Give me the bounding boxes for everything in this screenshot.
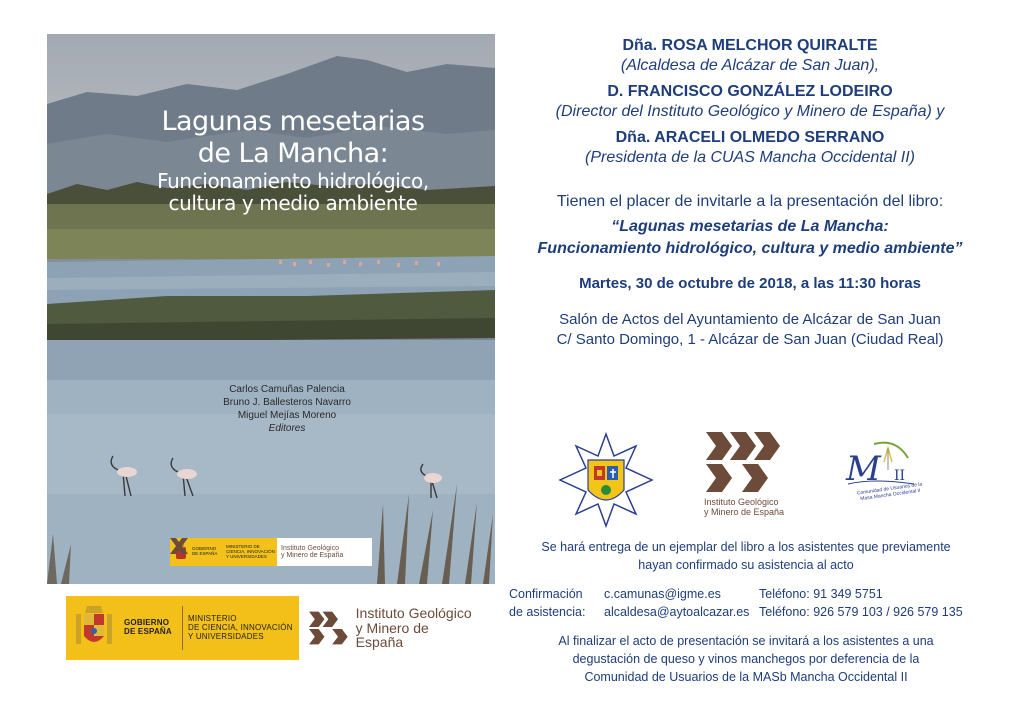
editors-label: Editores <box>268 423 306 434</box>
host-name: D. FRANCISCO GONZÁLEZ LODEIRO <box>607 83 893 100</box>
gobierno-ministerio-logo <box>66 596 299 660</box>
paren-close: ) y <box>926 103 945 120</box>
rsvp-emails <box>604 585 749 621</box>
cover-title-line2: de La Mancha: <box>197 138 389 169</box>
cover-subtitle-line2: cultura y medio ambiente <box>168 191 418 215</box>
ministerio-text <box>188 614 293 642</box>
closing-line3: Comunidad de Usuarios de la MASb Mancha Occidental II <box>584 670 908 684</box>
rsvp-phones <box>759 585 963 621</box>
event-date: Martes, 30 de octubre de 2018, a las 11:30 horas <box>579 275 921 292</box>
editor-name: Carlos Camuñas Palencia <box>229 384 345 395</box>
host-name: Dña. ROSA MELCHOR QUIRALTE <box>622 37 878 54</box>
cover-gobierno-text: GOBIERNO DE ESPAÑA <box>192 546 218 556</box>
cover-igme-line1: Instituto Geológico <box>281 544 339 552</box>
invitation-line: Tienen el placer de invitarle a la presentación del libro: <box>556 193 944 210</box>
rsvp-label-line1: Confirmación <box>509 587 583 601</box>
ministerio-line2: DE CIENCIA, INNOVACIÓN <box>188 623 293 633</box>
coat-of-arms-icon <box>74 604 114 652</box>
svg-text:II: II <box>894 468 906 484</box>
igme-logo-text <box>704 498 784 518</box>
igme-icon <box>170 538 188 554</box>
book-title-line2: Funcionamiento hidrológico, cultura y medio ambiente” <box>537 240 963 257</box>
logo-divider <box>182 606 183 650</box>
gobierno-line1: GOBIERNO <box>124 618 170 627</box>
igme-icon <box>309 611 348 645</box>
phone-number: Teléfono: 91 349 5751 <box>759 587 883 601</box>
cuas-monogram: M <box>846 449 881 489</box>
rsvp-label-line2: de asistencia: <box>509 605 586 619</box>
invitation-text <box>496 36 1004 350</box>
igme-line1: Instituto Geológico <box>355 604 472 621</box>
cover-igme-line2: y Minero de España <box>281 552 344 559</box>
ministerio-line1: MINISTERIO <box>188 614 237 623</box>
gobierno-line2: DE ESPAÑA <box>124 627 172 637</box>
phone-number: Teléfono: 926 579 103 / 926 579 135 <box>759 605 963 619</box>
paren-open: ( <box>620 57 627 74</box>
host-role <box>496 56 1004 76</box>
cover-igme-logo <box>277 538 372 566</box>
host-role-text: Alcaldesa de Alcázar de San Juan <box>626 57 870 74</box>
email-link[interactable]: c.camunas@igme.es <box>604 587 721 601</box>
igme-icon <box>702 432 792 494</box>
editor-name: Bruno J. Ballesteros Navarro <box>223 397 351 408</box>
notice-line2: hayan confirmado su asistencia al acto <box>638 558 854 572</box>
paren-open: ( <box>555 103 561 120</box>
host-role <box>496 102 1004 122</box>
igme-logo-line1: Instituto Geológico <box>704 497 779 507</box>
event-venue: Salón de Actos del Ayuntamiento de Alcázar de San Juan <box>559 311 941 328</box>
igme-line2: y Minero de España <box>355 619 429 651</box>
cover-title: Lagunas mesetarias <box>161 106 425 137</box>
ministerio-line3: Y UNIVERSIDADES <box>188 632 264 642</box>
paren-close: ) <box>909 149 915 166</box>
editor-name: Miguel Mejías Moreno <box>237 410 337 421</box>
sponsor-logo-strip <box>66 596 476 660</box>
notice-line1: Se hará entrega de un ejemplar del libro a los asistentes que previamente <box>541 540 951 554</box>
host-role-text: Presidenta de la CUAS Mancha Occidental II <box>590 149 910 166</box>
ayuntamiento-coat-of-arms-icon <box>558 432 654 528</box>
cover-subtitle: Funcionamiento hidrológico, <box>157 169 429 193</box>
igme-logo-line2: y Minero de España <box>704 506 785 517</box>
cover-title-block <box>143 108 443 213</box>
event-address: C/ Santo Domingo, 1 - Alcázar de San Juan (Ciudad Real) <box>556 331 944 348</box>
closing-line1: Al finalizar el acto de presentación se invitará a los asistentes a una <box>558 634 934 648</box>
cover-editors <box>197 383 377 435</box>
igme-logo <box>299 596 476 660</box>
igme-logo-main <box>702 432 792 526</box>
host-role-text: Director del Instituto Geológico y Minero de España <box>561 103 927 120</box>
cover-logo-strip <box>170 538 372 566</box>
cuas-logo <box>844 440 924 520</box>
closing-notice <box>506 632 986 686</box>
igme-text <box>356 606 476 650</box>
cover-igme-text <box>281 545 343 560</box>
cover-ministerio-text: MINISTERIO DE CIENCIA, INNOVACIÓN Y UNIVERSIDADES <box>226 544 275 559</box>
cuas-emblem-icon <box>844 440 924 520</box>
book-title: “Lagunas mesetarias de La Mancha: <box>611 218 889 235</box>
book-cover <box>47 34 495 584</box>
host-role <box>496 148 1004 168</box>
paren-open: ( <box>585 149 591 166</box>
book-delivery-notice <box>506 538 986 574</box>
paren-close: ), <box>869 57 880 74</box>
gobierno-text <box>124 618 172 636</box>
closing-line2: degustación de queso y vinos manchegos por deferencia de la <box>572 652 920 666</box>
email-link[interactable]: alcaldesa@aytoalcazar.es <box>604 605 750 619</box>
host-name: Dña. ARACELI OLMEDO SERRANO <box>615 129 885 146</box>
cuas-logo-text: Comunidad de Usuarios de la Masa Mancha Occidental II <box>856 481 923 503</box>
rsvp-label <box>509 585 585 621</box>
